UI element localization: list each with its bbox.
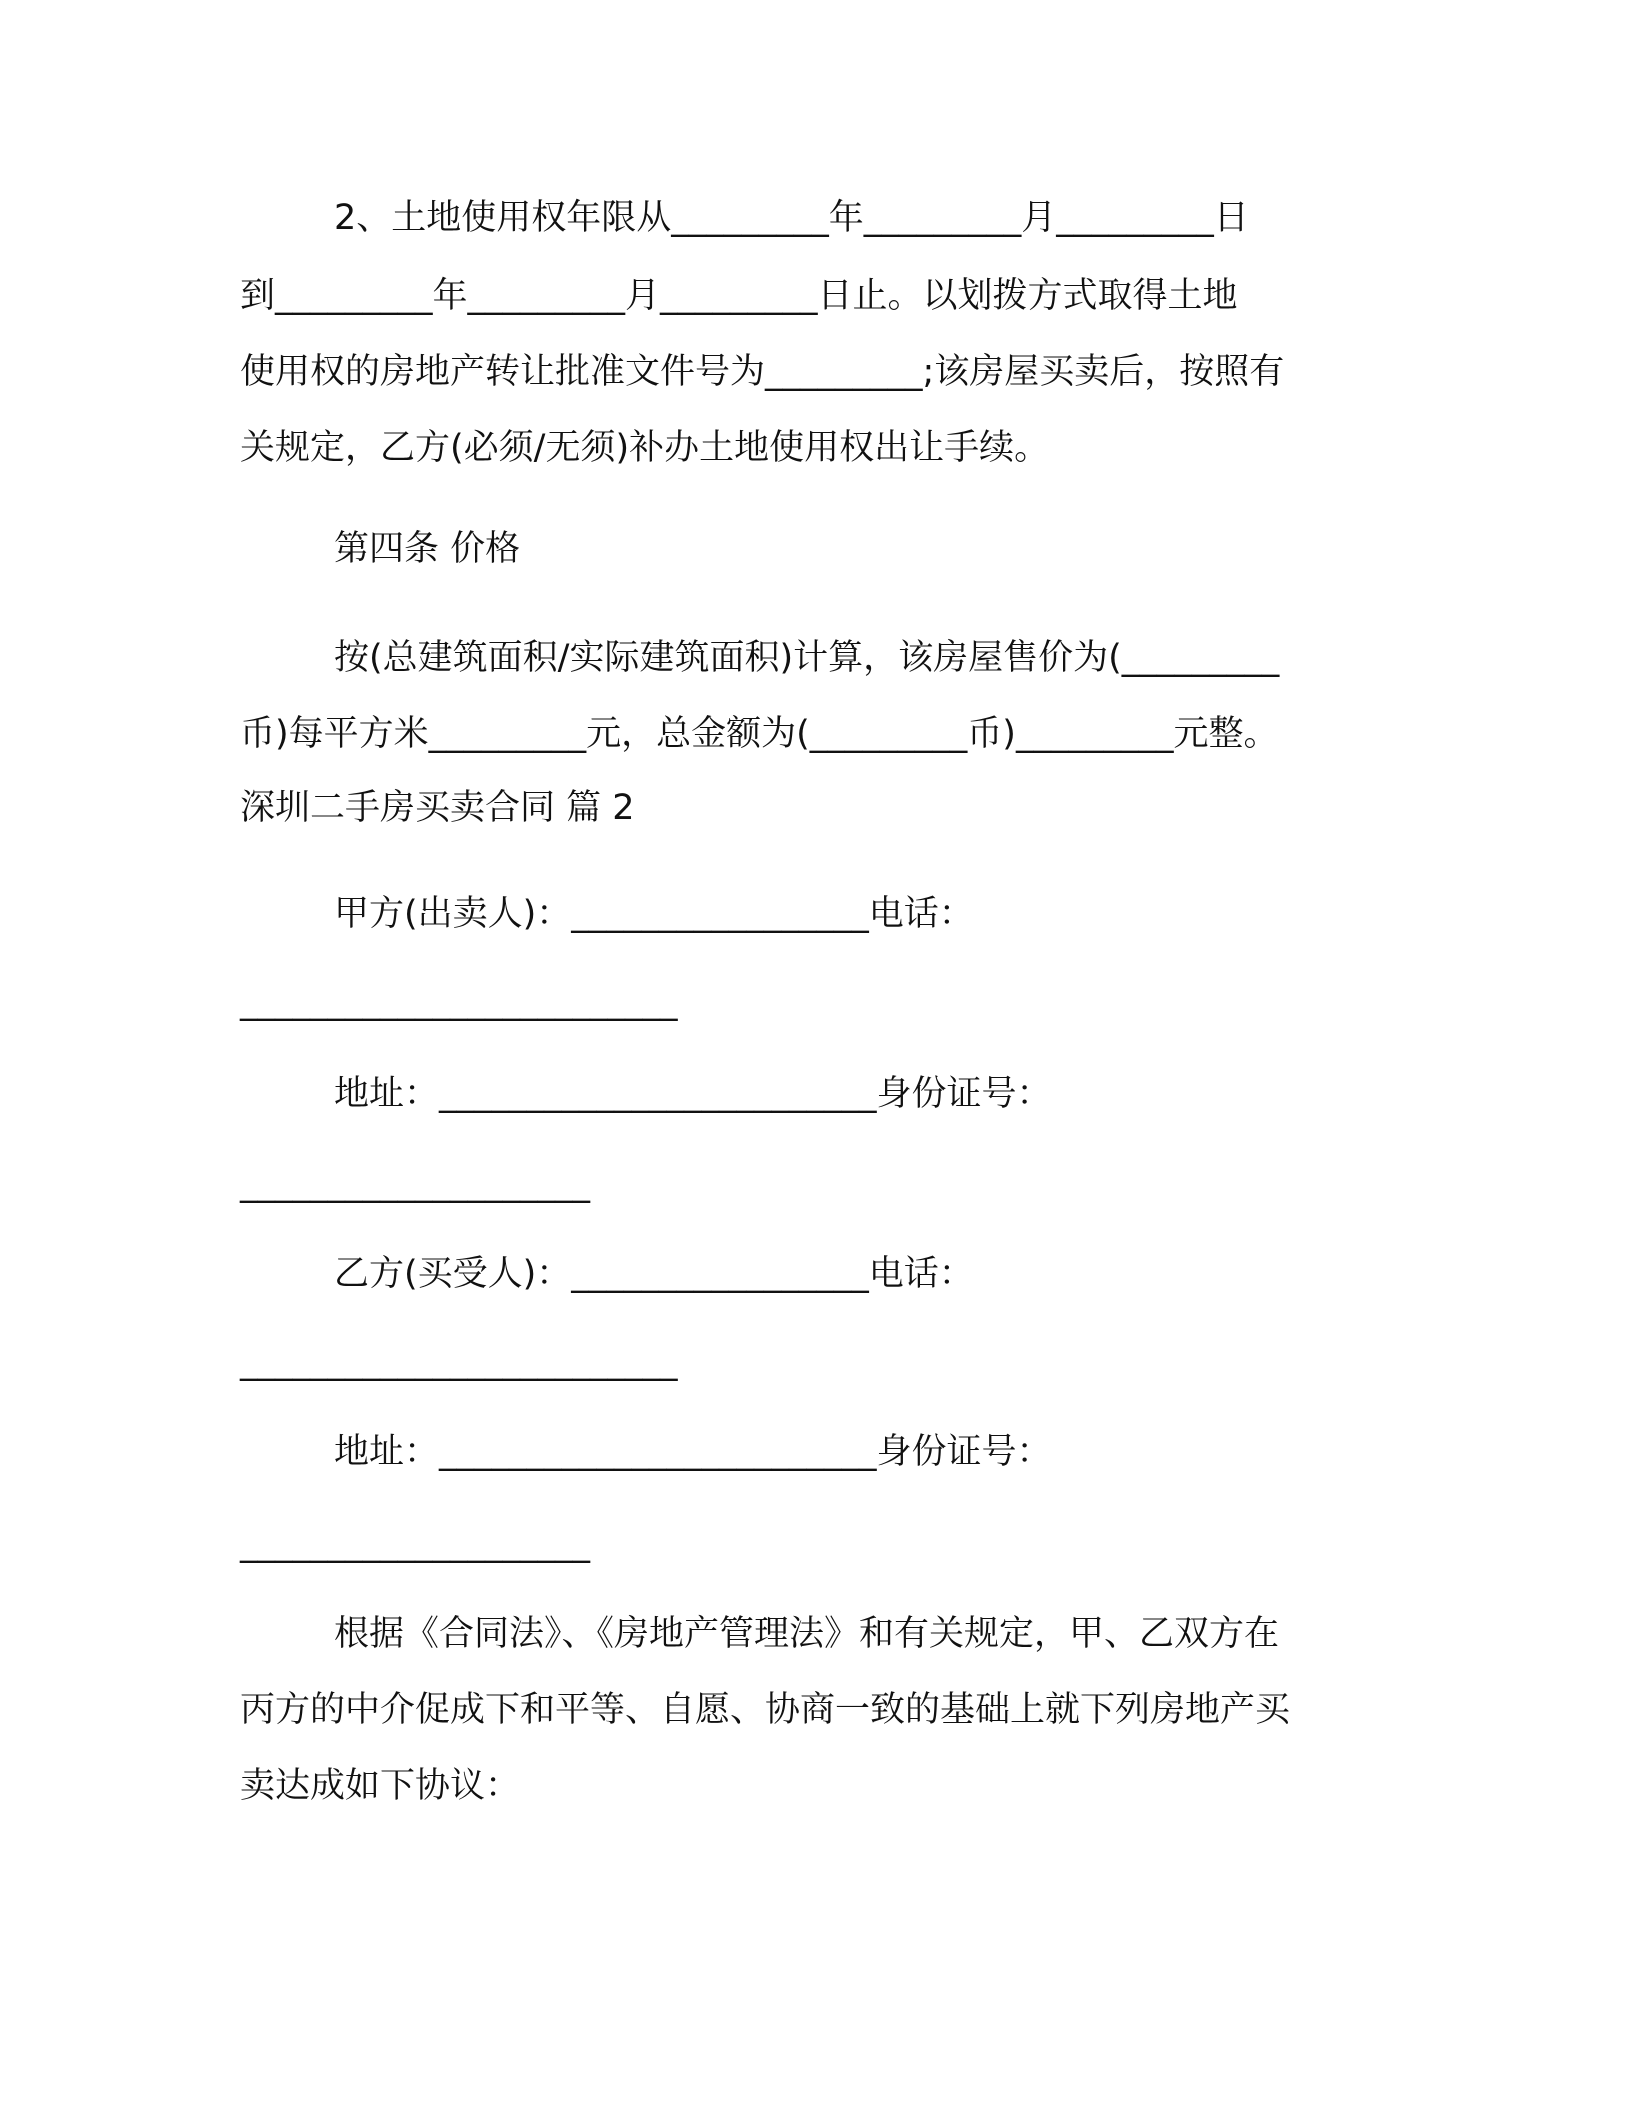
buyer-name-phone-line: 乙方(买受人)：_________________电话： — [334, 1254, 974, 1294]
seller-id-blank: ____________________ — [240, 1164, 590, 1204]
preamble-line-1: 根据《合同法》、《房地产管理法》和有关规定，甲、乙双方在 — [334, 1614, 1280, 1654]
clause-land-term-line-1: 2、土地使用权年限从_________年_________月_________日 — [334, 198, 1249, 238]
seller-phone-blank: _________________________ — [240, 982, 678, 1022]
seller-name-phone-line: 甲方(出卖人)：_________________电话： — [334, 894, 974, 934]
preamble-line-2: 丙方的中介促成下和平等、自愿、协商一致的基础上就下列房地产买 — [240, 1690, 1291, 1730]
buyer-address-id-line: 地址：_________________________身份证号： — [334, 1432, 1052, 1472]
clause-land-term-line-2: 到_________年_________月_________日止。以划拨方式取得土地 — [240, 276, 1238, 316]
clause-land-term-line-4: 关规定，乙方(必须/无须)补办土地使用权出让手续。 — [240, 428, 1050, 468]
buyer-id-blank: ____________________ — [240, 1524, 590, 1564]
price-clause-line-2: 币)每平方米_________元，总金额为(_________币)_________元整。 — [240, 714, 1279, 754]
clause-land-term-line-3: 使用权的房地产转让批准文件号为_________;该房屋买卖后，按照有 — [240, 352, 1285, 392]
seller-address-id-line: 地址：_________________________身份证号： — [334, 1074, 1052, 1114]
price-clause-line-1: 按(总建筑面积/实际建筑面积)计算，该房屋售价为(_________ — [334, 638, 1280, 678]
preamble-line-3: 卖达成如下协议： — [240, 1766, 521, 1806]
contract-section-title: 深圳二手房买卖合同 篇 2 — [240, 788, 635, 828]
buyer-phone-blank: _________________________ — [240, 1342, 678, 1382]
article-4-heading: 第四条 价格 — [334, 529, 521, 569]
